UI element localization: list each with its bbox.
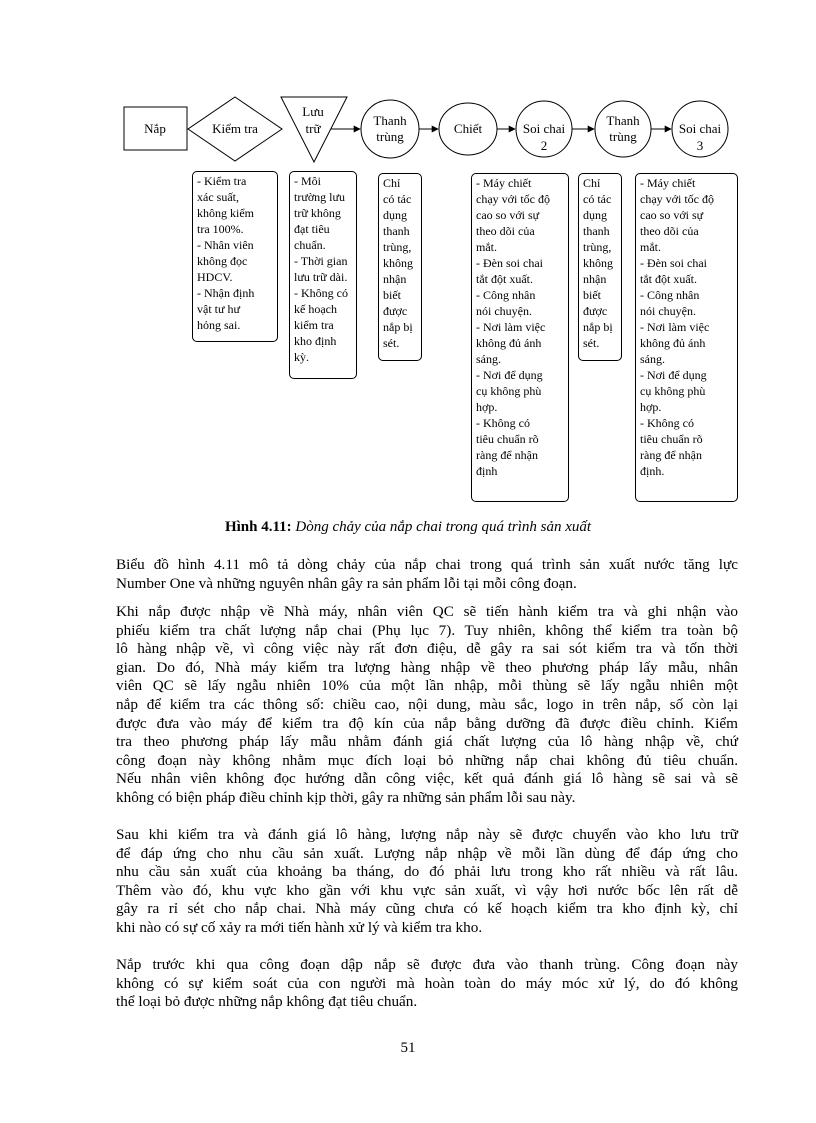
paragraph-line: viên QC sẽ lấy ngẫu nhiên 10% của một lần nhập, mỗi thùng sẽ lấy ngẫu nhiên một xyxy=(116,677,738,695)
paragraph-line: Sau khi kiểm tra và đánh giá lô hàng, lượng nắp này sẽ được chuyển vào kho lưu trữ xyxy=(116,826,738,843)
note-line: thanh xyxy=(583,224,610,238)
node-luu-tru-line-2: trữ xyxy=(305,121,321,136)
paragraph-line: phiếu kiểm tra chất lượng nắp chai (Phụ lục 7). Tuy nhiên, không thể kiểm tra toàn bộ xyxy=(116,621,738,639)
node-thanh-trung-1-line-1: Thanh xyxy=(373,113,407,128)
paragraph-line: khi nào có sự cố xảy ra mới tiến hành xử lý và kiểm tra kho. xyxy=(116,918,483,936)
note-line: Chỉ xyxy=(383,176,401,190)
note-line: chuẩn. xyxy=(294,238,326,252)
note-line: trùng, xyxy=(583,240,612,254)
node-soi-chai-3-line-1: Soi chai xyxy=(678,121,722,136)
note-line: nhận xyxy=(583,272,607,286)
node-chiet-label: Chiết xyxy=(453,121,483,136)
note-line: dụng xyxy=(383,208,407,222)
note-line: - Không có xyxy=(640,416,694,430)
paragraph-line: nắp để kiểm tra các thông số: chiều cao, nội dung, màu sắc, logo in trên nắp, số còn lại xyxy=(116,695,738,713)
note-line: - Thời gian xyxy=(294,254,348,268)
paragraph-line: Thêm vào đó, khu vực kho gần với khu vực sản xuất, vì vậy hơi nước bốc lên rất dễ xyxy=(116,881,738,899)
node-soi-chai-2 xyxy=(516,101,572,157)
paragraph-line: Nắp trước khi qua công đoạn dập nắp sẽ được đưa vào thanh trùng. Công đoạn này xyxy=(116,956,738,973)
note-line: - Nơi làm việc xyxy=(640,320,710,334)
note-line: theo dõi của xyxy=(476,224,535,238)
paragraph-line: Nếu nhân viên không đọc hướng dẫn công việc, kết quả đánh giá lô hàng sẽ sai và sẽ xyxy=(116,770,738,788)
note-line: cụ không phù xyxy=(640,384,706,398)
note-line: không xyxy=(383,256,413,270)
note-line: - Công nhân xyxy=(640,288,700,302)
note-line: hỏng sai. xyxy=(197,318,241,332)
node-thanh-trung-2-line-2: trùng xyxy=(609,129,637,144)
node-soi-chai-2-line-2: 2 xyxy=(540,138,548,153)
note-line: ràng để nhận xyxy=(476,448,538,462)
note-thanh-trung-1 xyxy=(378,173,422,361)
paragraph-1 xyxy=(116,556,738,593)
node-luu-tru-line-1: Lưu xyxy=(302,104,324,119)
note-line: chạy với tốc độ xyxy=(640,192,714,206)
note-line: nắp bị xyxy=(383,320,413,334)
note-luu-tru xyxy=(289,171,357,379)
note-line: được xyxy=(383,304,408,318)
paragraph-line: Biểu đồ hình 4.11 mô tả dòng chảy của nắp chai trong quá trình sản xuất nước tăng lực xyxy=(116,556,738,573)
note-line: cao so với sự xyxy=(640,208,704,222)
note-line: biết xyxy=(383,288,401,302)
note-line: nói chuyện. xyxy=(640,304,696,318)
note-line: tắt đột xuất. xyxy=(640,272,697,286)
node-nap-label: Nắp xyxy=(144,121,166,136)
note-line: hợp. xyxy=(640,400,662,414)
node-thanh-trung-2-line-1: Thanh xyxy=(606,113,640,128)
note-line: mắt. xyxy=(640,240,661,254)
note-line: - Nơi làm việc xyxy=(476,320,546,334)
note-line: Chỉ xyxy=(583,176,601,190)
paragraph-line: tra theo phương pháp lấy mẫu nhằm đánh giá chất lượng của lô hàng nhập về, chứ xyxy=(116,733,738,751)
note-line: HDCV. xyxy=(197,270,233,284)
note-line: xác suất, xyxy=(197,190,239,204)
paragraph-line: Number One và những nguyên nhân gây ra sản phẩm lỗi tại mỗi công đoạn. xyxy=(116,574,577,592)
node-soi-chai-3-line-2: 3 xyxy=(696,138,704,153)
note-line: lưu trữ dài. xyxy=(294,270,348,284)
note-line: mắt. xyxy=(476,240,497,254)
paragraph-3 xyxy=(116,826,738,938)
paragraph-line: gây ra rỉ sét cho nắp chai. Nhà máy cũng chưa có kế hoạch kiểm tra kho định kỳ, chỉ xyxy=(116,900,738,918)
note-line: tiêu chuẩn rõ xyxy=(640,432,703,446)
note-line: không đủ ánh xyxy=(640,336,706,350)
note-line: cao so với sự xyxy=(476,208,540,222)
node-soi-chai-2-line-1: Soi chai xyxy=(522,121,566,136)
node-chiet xyxy=(439,103,497,155)
node-thanh-trung-1 xyxy=(361,100,419,158)
paragraph-line: nhu cầu sản xuất của khoảng ba tháng, do đó phải lưu trong kho rất nhiều và rất lâu. xyxy=(116,863,738,881)
note-line: theo dõi của xyxy=(640,224,699,238)
note-line: - Nơi để dụng xyxy=(640,368,707,382)
note-line: nhận xyxy=(383,272,407,286)
note-line: đạt tiêu xyxy=(294,222,330,236)
node-nap xyxy=(124,107,187,150)
note-line: biết xyxy=(583,288,601,302)
note-line: - Đèn soi chai xyxy=(640,256,707,270)
note-line: vật tư hư xyxy=(197,302,241,316)
note-line: - Không có xyxy=(294,286,348,300)
paragraph-2 xyxy=(116,603,738,808)
paragraph-4 xyxy=(116,956,738,1012)
note-line: tra 100%. xyxy=(197,222,244,236)
note-line: tắt đột xuất. xyxy=(476,272,533,286)
note-line: được xyxy=(583,304,608,318)
note-line: sét. xyxy=(583,336,600,350)
paragraph-line: để đáp ứng cho nhu cầu sản xuất. Lượng nắp nhập về mỗi lần dùng để đáp ứng cho xyxy=(116,844,738,862)
note-line: - Đèn soi chai xyxy=(476,256,543,270)
paragraph-line: gian. Do đó, Nhà máy kiểm tra lượng hàng nhập về theo phương pháp lấy mẫu, nhân xyxy=(116,658,738,676)
paragraph-line: lô hàng nhập về, vì công việc này rất đơn điệu, dễ gây ra sai sót kiểm tra và tốn thời xyxy=(116,640,738,658)
note-line: định xyxy=(476,464,498,478)
node-soi-chai-3 xyxy=(672,101,728,157)
figure-caption-text: Dòng chảy của nắp chai trong quá trình sản xuất xyxy=(291,519,592,535)
note-line: sáng. xyxy=(640,352,665,366)
note-line: - Kiểm tra xyxy=(197,174,247,188)
note-line: hợp. xyxy=(476,400,498,414)
note-line: sét. xyxy=(383,336,400,350)
note-line: định. xyxy=(640,464,665,478)
note-line: không xyxy=(583,256,613,270)
note-soi-chai-3 xyxy=(635,173,738,502)
note-line: tiêu chuẩn rõ xyxy=(476,432,539,446)
note-line: ràng để nhận xyxy=(640,448,702,462)
note-line: nắp bị xyxy=(583,320,613,334)
note-line: - Nơi để dụng xyxy=(476,368,543,382)
note-line: chạy với tốc độ xyxy=(476,192,550,206)
note-kiem-tra xyxy=(192,171,278,342)
note-line: kho định xyxy=(294,334,337,348)
note-line: - Nhận định xyxy=(197,286,255,300)
paragraph-line: thể loại bỏ được những nắp không đạt tiêu chuẩn. xyxy=(116,993,418,1011)
note-line: thanh xyxy=(383,224,410,238)
figure-caption xyxy=(0,519,816,536)
note-line: có tác xyxy=(383,192,412,206)
note-line: trữ không xyxy=(294,206,341,220)
note-line: không đủ ánh xyxy=(476,336,542,350)
paragraph-line: Khi nắp được nhập về Nhà máy, nhân viên QC sẽ tiến hành kiểm tra và ghi nhận vào xyxy=(116,603,738,620)
note-line: kế hoạch xyxy=(294,302,337,316)
paragraph-line: không có sự kiểm soát của con người mà hoàn toàn do máy móc xử lý, do đó không xyxy=(116,974,738,992)
note-line: không đọc xyxy=(197,254,248,268)
note-line: - Máy chiết xyxy=(640,176,696,190)
note-line: sáng. xyxy=(476,352,501,366)
note-line: kiểm tra xyxy=(294,318,334,332)
note-line: kỳ. xyxy=(294,350,309,364)
page-number: 51 xyxy=(400,1040,416,1056)
node-thanh-trung-1-line-2: trùng xyxy=(376,129,404,144)
note-soi-chai-2 xyxy=(471,173,569,502)
note-line: - Công nhân xyxy=(476,288,536,302)
note-line: có tác xyxy=(583,192,612,206)
paragraph-line: công đoạn này không nhằm mục đích loại bỏ những nắp chai không đủ tiêu chuẩn. xyxy=(116,751,738,769)
note-line: dụng xyxy=(583,208,607,222)
note-line: trường lưu xyxy=(294,190,346,204)
node-thanh-trung-2 xyxy=(595,101,651,157)
note-line: - Không có xyxy=(476,416,530,430)
note-line: trùng, xyxy=(383,240,412,254)
node-kiem-tra-label: Kiểm tra xyxy=(212,121,258,136)
note-line: - Máy chiết xyxy=(476,176,532,190)
figure-caption-label: Hình 4.11: xyxy=(224,519,292,535)
paragraph-line: không có biện pháp điều chỉnh kịp thời, gây ra những sản phẩm lỗi sau này. xyxy=(116,788,576,806)
note-line: - Nhân viên xyxy=(197,238,254,252)
note-line: không kiểm xyxy=(197,206,254,220)
note-line: nói chuyện. xyxy=(476,304,532,318)
paragraph-line: được đưa vào máy để kiểm tra độ kín của nắp bằng dưỡng đã được điều chỉnh. Kiểm xyxy=(116,714,738,732)
note-line: - Môi xyxy=(294,174,321,188)
note-line: cụ không phù xyxy=(476,384,542,398)
note-thanh-trung-2 xyxy=(578,173,622,361)
node-kiem-tra xyxy=(188,97,282,161)
